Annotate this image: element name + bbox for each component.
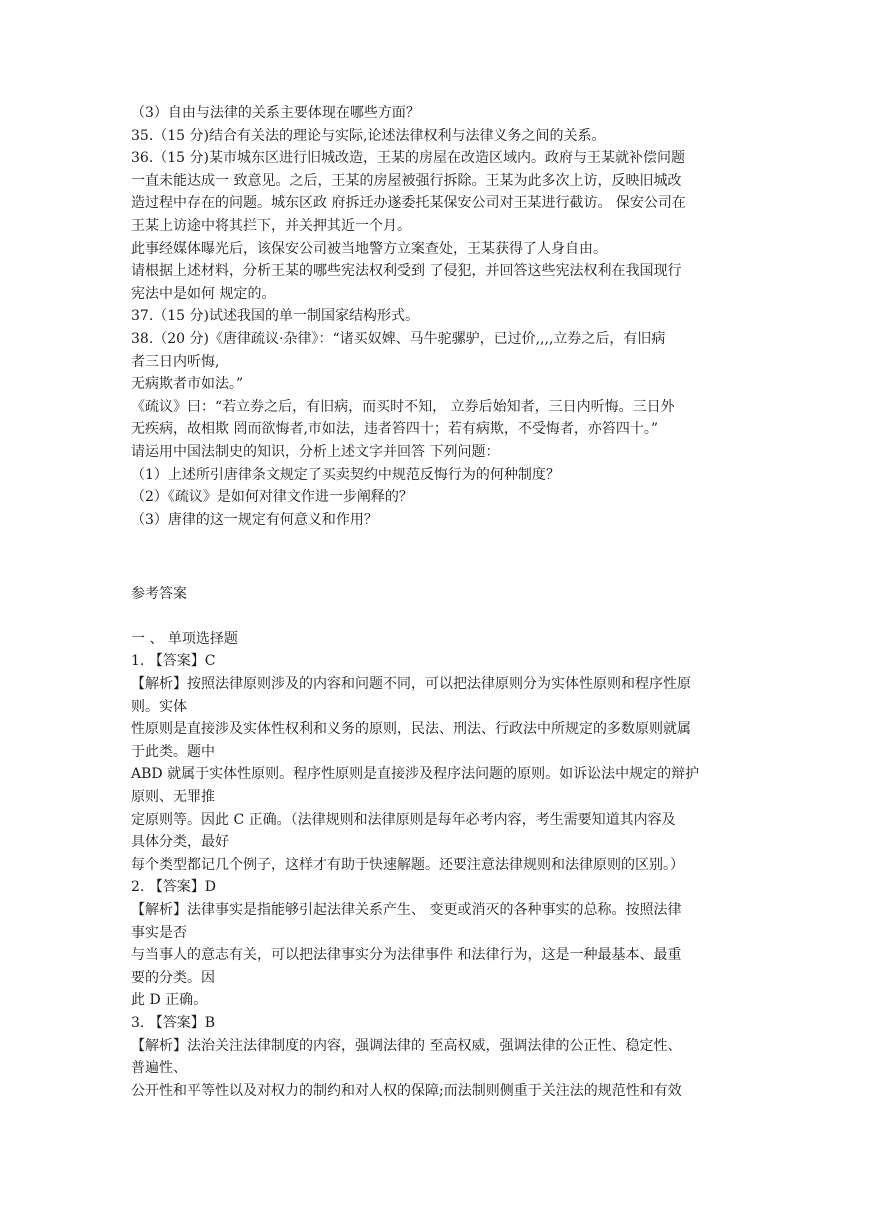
question-38-line: （2）《疏议》是如何对律文作进一步阐释的？	[131, 489, 413, 506]
question-36	[131, 147, 743, 305]
question-38	[131, 328, 743, 531]
explanation-line: 【解析】法治关注法律制度的内容，强调法律的 至高权威，强调法律的公正性、稳定性、	[131, 1037, 682, 1054]
question-34-part-3: （3）自由与法律的关系主要体现在哪些方面？	[131, 105, 420, 121]
question-36-line: 宪法中是如何 规定的。	[131, 285, 276, 302]
explanation-line: 事实是否	[131, 924, 187, 941]
explanation-line: 具体分类，最好	[131, 834, 229, 851]
explanation-line: 要的分类。因	[131, 969, 215, 986]
explanation-line: 公开性和平等性以及对权力的制约和对人权的保障;而法制则侧重于关注法的规范性和有效	[131, 1082, 682, 1099]
spacer	[131, 606, 743, 628]
question-38-line: 38.（20 分)《唐律疏议·杂律》：“诸买奴婢、马牛驼骡驴，已过价,,,,立券之后，有旧病	[131, 330, 666, 347]
explanation-line: 于此类。题中	[131, 743, 215, 760]
explanation-line: 每个类型都记几个例子，这样才有助于快速解题。还要注意法律规则和法律原则的区别。）	[131, 856, 684, 873]
answer-label: 2. 【答案】D	[131, 879, 217, 896]
question-38-line: 无疾病，故相欺 罔而欲悔者,市如法，违者笞四十；若有病欺，不受悔者，亦笞四十。”	[131, 421, 659, 438]
explanation-line: 普遍性、	[131, 1060, 187, 1077]
question-36-line: 36.（15 分)某市城东区进行旧城改造，王某的房屋在改造区域内。政府与王某就补偿问题	[131, 150, 685, 167]
explanation-line: 定原则等。因此 C 正确。（法律规则和法律原则是每年必考内容，考生需要知道其内容及	[131, 811, 676, 828]
question-38-line: 请运用中国法制史的知识，分析上述文字并回答 下列问题：	[131, 443, 500, 460]
question-37: 37.（15 分)试述我国的单一制国家结构形式。	[131, 308, 419, 325]
spacer	[131, 531, 743, 583]
explanation-line: 性原则是直接涉及实体性权利和义务的原则，民法、刑法、行政法中所规定的多数原则就属	[131, 721, 691, 738]
explanation-line: 原则、无罪推	[131, 789, 215, 806]
question-36-line: 请根据上述材料，分析王某的哪些宪法权利受到 了侵犯，并回答这些宪法权利在我国现行	[131, 263, 682, 280]
question-36-line: 王某上访途中将其拦下，并关押其近一个月。	[131, 217, 411, 234]
question-36-line: 一直未能达成一 致意见。之后，王某的房屋被强行拆除。王某为此多次上访，反映旧城改	[131, 172, 682, 189]
explanation-line: 【解析】法律事实是指能够引起法律关系产生、 变更或消灭的各种事实的总称。按照法律	[131, 902, 682, 918]
section-title: 一 、 单项选择题	[131, 630, 238, 647]
question-35: 35.（15 分)结合有关法的理论与实际,论述法律权利与法律义务之间的关系。	[131, 127, 606, 144]
explanation-line: 与当事人的意志有关，可以把法律事实分为法律事件 和法律行为，这是一种最基本、最重	[131, 947, 682, 964]
answer-item-3	[131, 1012, 743, 1102]
answer-item-2	[131, 876, 743, 1012]
question-36-line: 此事经媒体曝光后，该保安公司被当地警方立案查处，王某获得了人身自由。	[131, 240, 607, 257]
answers-heading: 参考答案	[131, 586, 187, 603]
explanation-line: 此 D 正确。	[131, 992, 208, 1009]
document-page	[131, 102, 743, 1102]
answer-label: 3. 【答案】B	[131, 1014, 216, 1031]
question-38-line: 《疏议》曰：“若立券之后，有旧病，而买时不知， 立券后始知者，三日内听悔。三日外	[131, 398, 675, 415]
question-38-line: （1）上述所引唐律条文规定了买卖契约中规范反悔行为的何种制度？	[131, 466, 560, 483]
question-36-line: 造过程中存在的问题。城东区政 府拆迁办遂委托某保安公司对王某进行截访。 保安公司在	[131, 195, 686, 212]
explanation-line: 则。实体	[131, 698, 187, 715]
explanation-line: 【解析】按照法律原则涉及的内容和问题不同，可以把法律原则分为实体性原则和程序性原	[131, 676, 691, 693]
question-38-line: 者三日内听悔,	[131, 353, 220, 370]
explanation-line: ABD 就属于实体性原则。程序性原则是直接涉及程序法问题的原则。如诉讼法中规定的辩护	[131, 766, 700, 783]
question-38-line: （3）唐律的这一规定有何意义和作用？	[131, 511, 378, 528]
question-38-line: 无病欺者市如法。”	[131, 376, 244, 393]
answer-item-1	[131, 650, 743, 876]
answer-label: 1. 【答案】C	[131, 653, 216, 670]
